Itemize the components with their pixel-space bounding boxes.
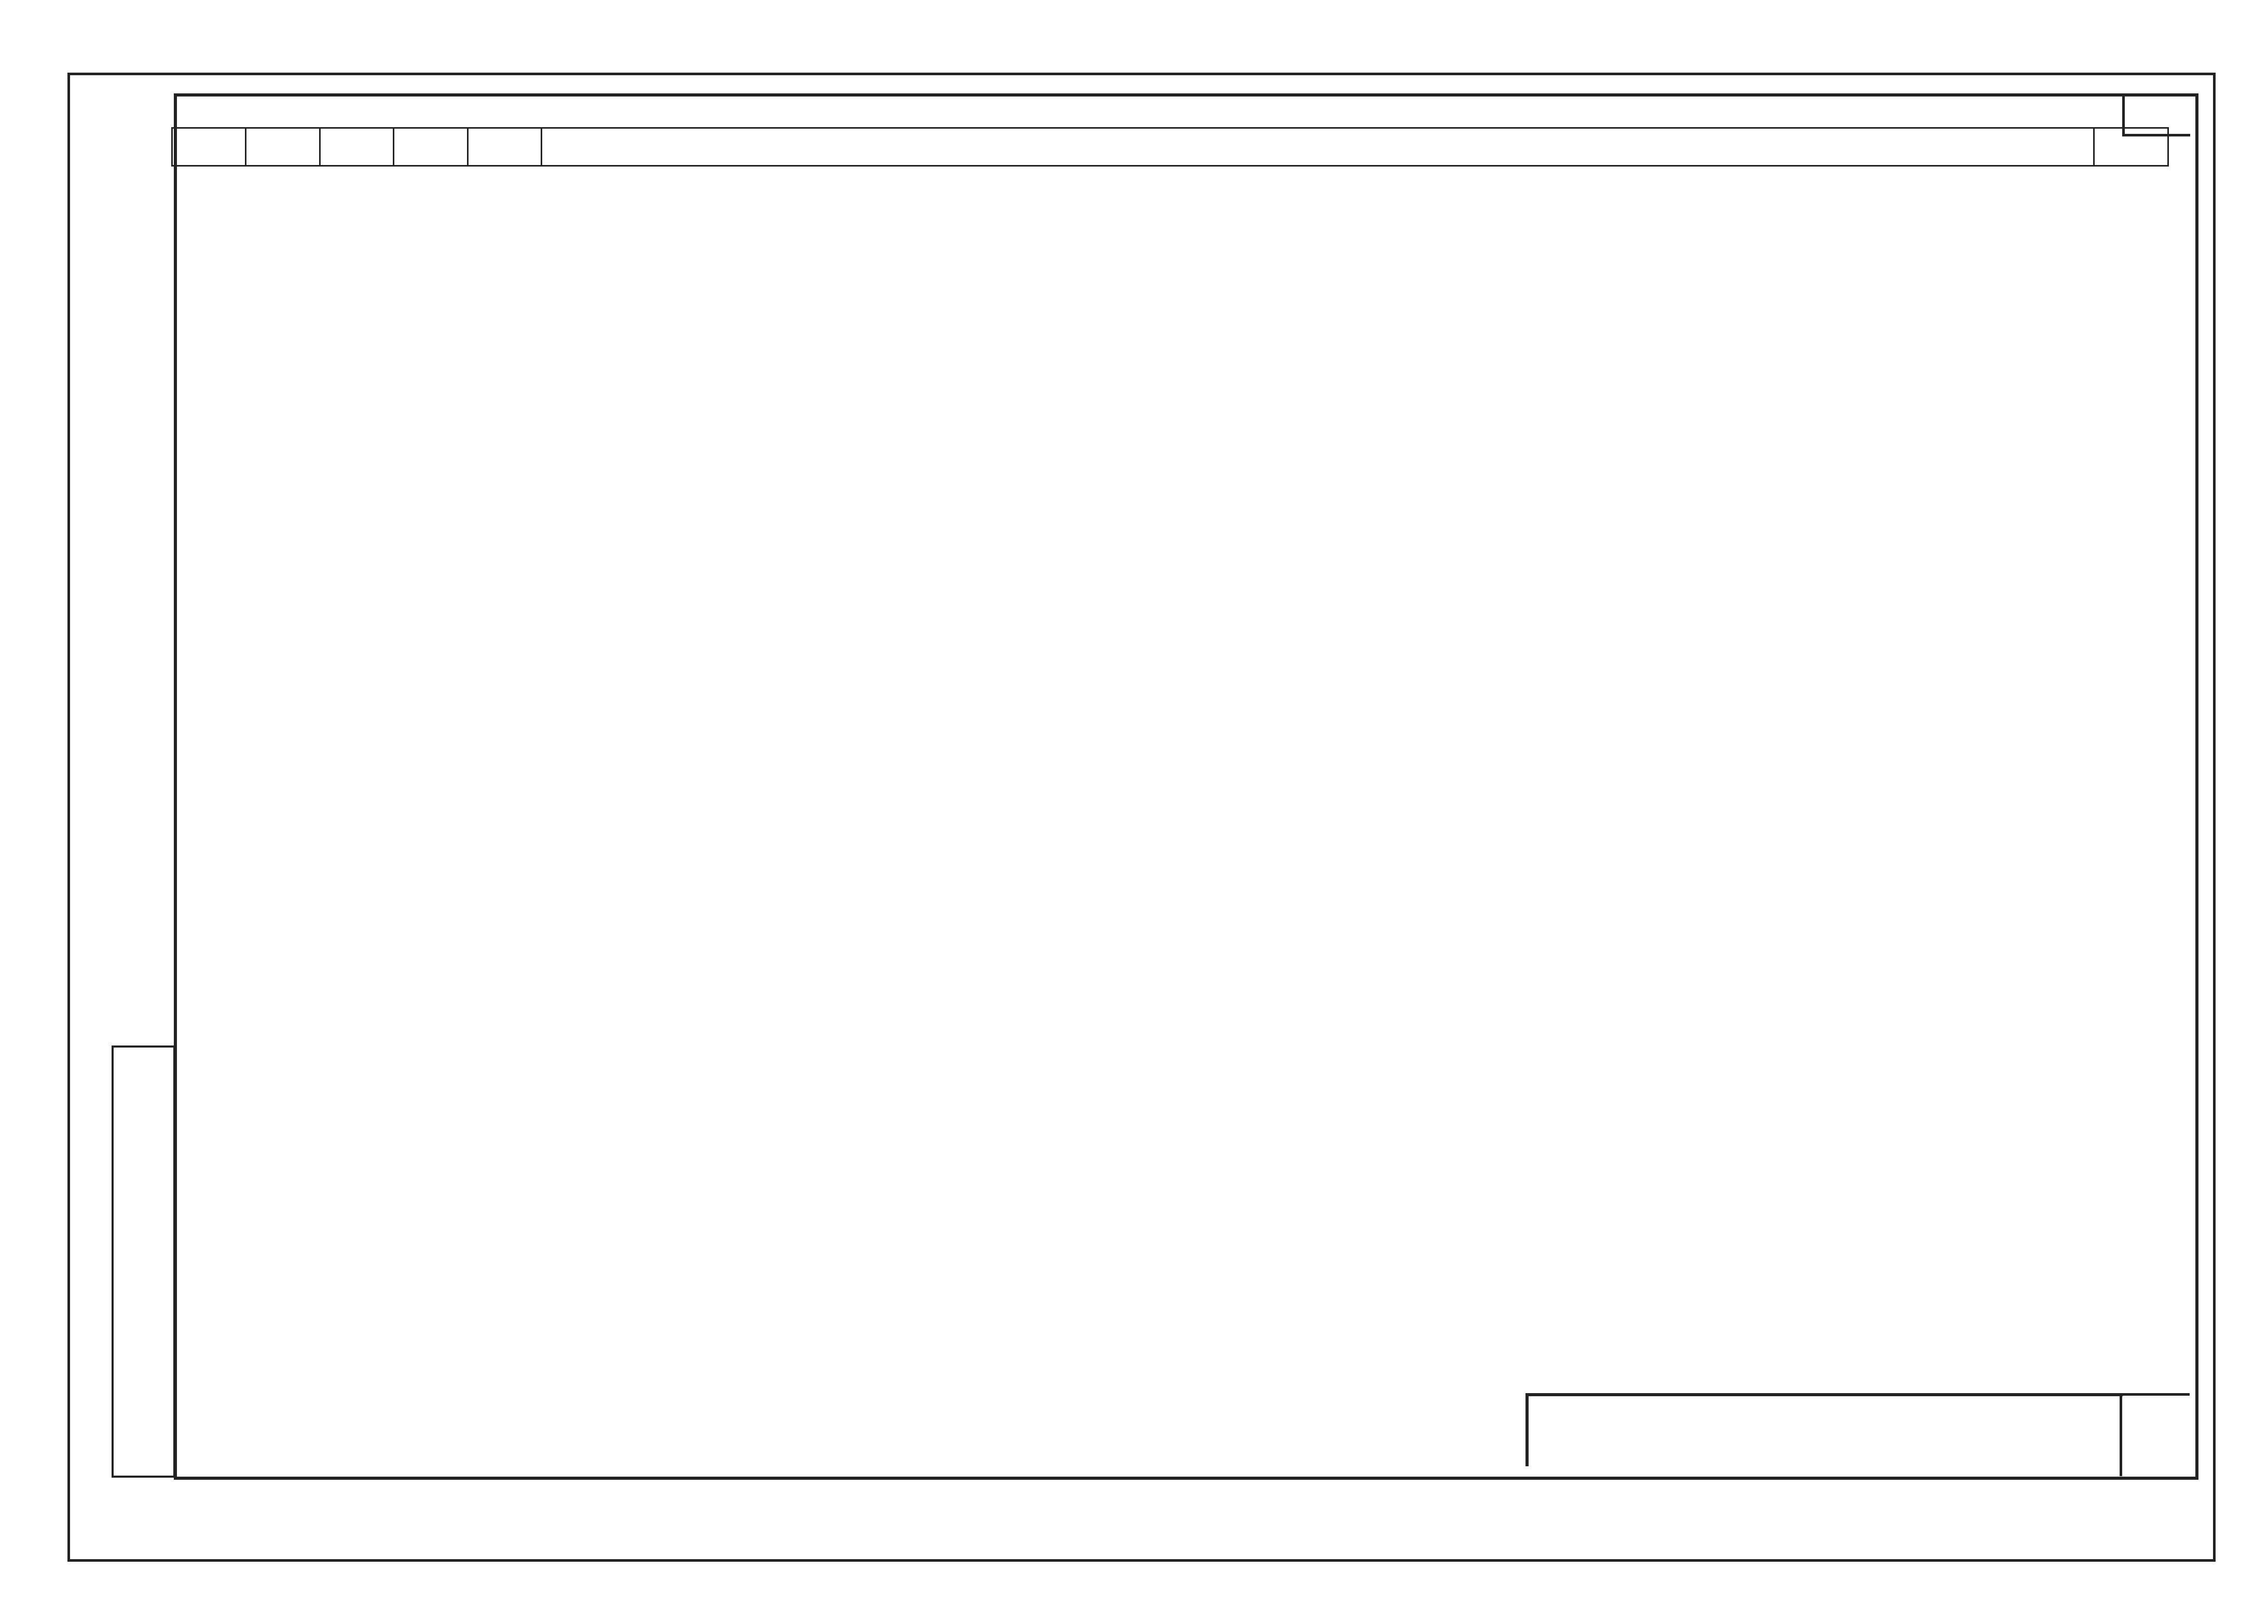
sheet-cell <box>2120 1393 2190 1476</box>
header-name <box>468 128 541 166</box>
header-note <box>2094 128 2168 166</box>
drawing-frame <box>174 93 2198 1480</box>
header-format <box>172 128 246 166</box>
side-stamp <box>112 1045 175 1478</box>
specification-table <box>171 127 2169 167</box>
header-row <box>172 128 2168 166</box>
header-zone <box>246 128 320 166</box>
header-designation <box>394 128 468 166</box>
header-pos <box>320 128 393 166</box>
header-qty-title <box>542 128 2094 166</box>
title-block <box>1525 1393 2123 1466</box>
